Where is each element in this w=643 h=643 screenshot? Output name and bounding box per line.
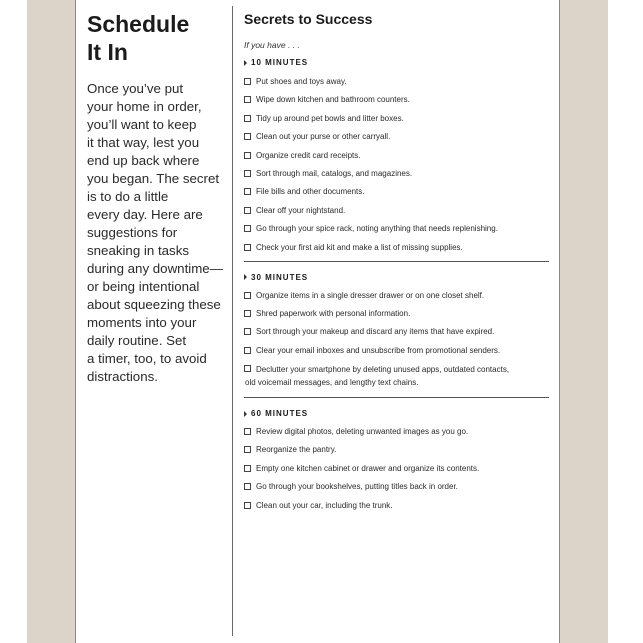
intro-line: you’ll want to keep	[87, 117, 197, 132]
intro-line: a timer, too, to avoid	[87, 351, 207, 366]
checklist-item-text: Clean out your purse or other carryall.	[256, 132, 391, 142]
sidebar-column	[87, 10, 227, 386]
checklist-item-text: Sort through your makeup and discard any items that have expired.	[256, 327, 495, 337]
group-heading-label: 60 MINUTES	[251, 409, 309, 419]
column-divider	[232, 6, 233, 636]
triangle-bullet-icon	[244, 60, 247, 66]
title-line: It In	[87, 39, 128, 65]
intro-line: sneaking in tasks	[87, 243, 189, 258]
checklist-60-minutes	[244, 426, 550, 511]
checklist-item-text: Put shoes and toys away.	[256, 77, 347, 86]
checklist-item-text: Go through your spice rack, noting anything that needs replenishing.	[256, 224, 498, 234]
checklist-item-text	[245, 363, 510, 389]
checklist-item[interactable]	[244, 308, 550, 319]
checkbox-icon[interactable]	[244, 152, 251, 159]
intro-line: or being intentional	[87, 279, 200, 294]
checkbox-icon[interactable]	[244, 292, 251, 299]
checklist-item-text: Review digital photos, deleting unwanted images as you go.	[256, 427, 469, 437]
checklist-item-text: Empty one kitchen cabinet or drawer and organize its contents.	[256, 463, 480, 473]
checkbox-icon[interactable]	[244, 133, 251, 140]
intro-line: Once you’ve put	[87, 81, 184, 96]
checklist-item-line: Declutter your smartphone by deleting unused apps, outdated contacts,	[256, 365, 510, 375]
checklist-item-line: old voicemail messages, and lengthy text chains.	[245, 378, 419, 388]
checklist-item-text: Sort through mail, catalogs, and magazines.	[256, 168, 413, 178]
intro-line: every day. Here are	[87, 207, 203, 222]
intro-line: daily routine. Set	[87, 333, 187, 348]
intro-line: about squeezing these	[87, 297, 221, 312]
checklist-item-text: Tidy up around pet bowls and litter boxes.	[256, 113, 404, 123]
group-heading-label: 30 MINUTES	[251, 272, 309, 282]
checklist-item[interactable]	[244, 131, 550, 142]
group-heading-30-minutes	[244, 272, 550, 283]
group-heading-60-minutes	[244, 408, 550, 419]
section-divider	[244, 261, 549, 262]
lead-text: If you have . . .	[244, 40, 300, 50]
document-page	[75, 0, 560, 643]
page-margin-left	[27, 0, 75, 643]
checkbox-icon[interactable]	[244, 446, 251, 453]
checklist-item[interactable]	[244, 113, 550, 124]
checklist-item[interactable]	[244, 326, 550, 337]
intro-line: it that way, lest you	[87, 135, 200, 150]
checklist-item[interactable]	[244, 223, 550, 234]
intro-line: your home in order,	[87, 99, 202, 114]
intro-line: during any downtime—	[87, 261, 223, 276]
triangle-bullet-icon	[244, 411, 247, 417]
checklist-item[interactable]	[244, 363, 550, 389]
intro-line: is to do a little	[87, 189, 169, 204]
checklist-item[interactable]	[244, 242, 550, 253]
checkbox-icon[interactable]	[244, 225, 251, 232]
checklist-item-text: Go through your bookshelves, putting titles back in order.	[256, 482, 458, 492]
checklist-item[interactable]	[244, 76, 550, 87]
group-heading-label: 10 MINUTES	[251, 58, 309, 67]
checkbox-icon[interactable]	[244, 502, 251, 509]
intro-line: distractions.	[87, 369, 158, 384]
section-title: Secrets to Success	[244, 11, 373, 27]
page-margin-right	[560, 0, 608, 643]
checkbox-icon[interactable]	[244, 188, 251, 195]
checklist-item[interactable]	[244, 463, 550, 474]
intro-line: moments into your	[87, 315, 197, 330]
checklist-item[interactable]	[244, 426, 550, 437]
checkbox-icon[interactable]	[244, 465, 251, 472]
section-divider	[244, 397, 549, 398]
page-title	[87, 10, 227, 66]
triangle-bullet-icon	[244, 274, 247, 280]
checkbox-icon[interactable]	[244, 328, 251, 335]
checklist-item-text: Shred paperwork with personal information.	[256, 308, 411, 318]
checklist-item[interactable]	[244, 150, 550, 161]
checklist-10-minutes	[244, 76, 550, 253]
checklist-column	[244, 10, 550, 511]
checkbox-icon[interactable]	[244, 78, 251, 85]
intro-line: end up back where	[87, 153, 200, 168]
checkbox-icon[interactable]	[244, 96, 251, 103]
checkbox-icon[interactable]	[244, 310, 251, 317]
checkbox-icon[interactable]	[244, 207, 251, 214]
checkbox-icon[interactable]	[244, 347, 251, 354]
checklist-item[interactable]	[244, 345, 550, 356]
checkbox-icon[interactable]	[244, 483, 251, 490]
checklist-item-text: Reorganize the pantry.	[256, 445, 337, 455]
checklist-item[interactable]	[244, 481, 550, 492]
intro-line: you began. The secret	[87, 171, 220, 186]
checklist-item-text: File bills and other documents.	[256, 187, 365, 197]
checklist-item[interactable]	[244, 290, 550, 301]
checklist-item-text: Clear your email inboxes and unsubscribe from promotional senders.	[256, 345, 501, 355]
checklist-item[interactable]	[244, 500, 550, 511]
group-heading-10-minutes	[244, 57, 550, 68]
checklist-item-text: Check your first aid kit and make a list of missing supplies.	[256, 242, 463, 252]
checklist-item[interactable]	[244, 444, 550, 455]
checklist-item-text: Wipe down kitchen and bathroom counters.	[256, 95, 410, 105]
checklist-item[interactable]	[244, 205, 550, 216]
intro-paragraph	[87, 80, 227, 386]
checklist-30-minutes	[244, 290, 550, 390]
checklist-item-text: Organize credit card receipts.	[256, 150, 361, 160]
checklist-item[interactable]	[244, 168, 550, 179]
checklist-item-text: Clean out your car, including the trunk.	[256, 500, 393, 510]
checklist-item[interactable]	[244, 186, 550, 197]
checkbox-icon[interactable]	[244, 244, 251, 251]
checklist-item-text: Clear off your nightstand.	[256, 205, 346, 215]
checklist-item[interactable]	[244, 94, 550, 105]
checkbox-icon[interactable]	[244, 428, 251, 435]
checkbox-icon[interactable]	[244, 365, 251, 372]
intro-line: suggestions for	[87, 225, 178, 240]
title-line: Schedule	[87, 11, 190, 37]
checklist-item-text: Organize items in a single dresser drawer or on one closet shelf.	[256, 290, 485, 300]
checkbox-icon[interactable]	[244, 115, 251, 122]
checkbox-icon[interactable]	[244, 170, 251, 177]
